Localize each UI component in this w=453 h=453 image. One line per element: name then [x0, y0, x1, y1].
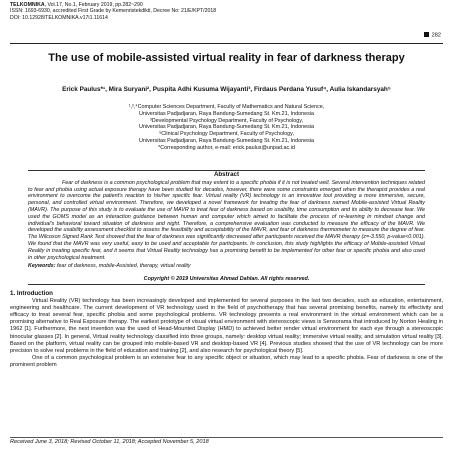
- page-number-text: 282: [431, 32, 441, 39]
- intro-paragraph: Virtual Reality (VR) technology has been increasingly developed and implemented for several purposes in the last two decades, such as education, entertainment, engineering and healthcare. The current development of VR technology used in the field of psychotherapy that has several promising benefits, namely its effectivity and efficacy to treat several fear, specific phobia and some psychological problems. VR technology presents a real environment in the virtual environment which can be a promising alternative to Real Exposure therapy. The earliest prototype of visual virtual environment with stereoscopic views is Sensorama that introduced by Norton Healing in 1962 [1]. Furthermore, the next invention was the used of Head-Mounted Display (HMD) to achieved better render virtual environment for each eye through a stereoscopic binocular glasses [2]. In general, Virtual reality technology classified into three groups, namely: desktop virtual reality; immersive virtual reality, and simulation virtual reality [3]. Based on the platform, virtual reality can be grouped into mobile-based VR and desktop-based VR [4]. Previous studies showed that the use of VR technology can be more precision to solve real problems in the field of education and training [2], and also research for psychological theory [5].: [10, 298, 443, 354]
- author-list: Erick Paulus*¹, Mira Suryani², Puspita Adhi Kusuma Wijayanti³, Firdaus Perdana Yusuf⁴, Aulia Iskandarsyah⁵: [62, 86, 391, 93]
- keywords-text: fear of darkness, mobile-Assisted, therapy, virtual reality: [55, 263, 191, 270]
- volume-line: , Vol.17, No.1, February 2019, pp.282~290: [44, 2, 143, 8]
- affiliation-line: Universitas Padjadjaran, Raya Bandung-Sumedang St. Km.21, Indonesia: [138, 110, 314, 117]
- affiliations: [10, 104, 443, 152]
- issn-line: ISSN: 1693-6930, accredited First Grade by Kemenristekdikti, Decree No: 21/E/KPT/2018: [10, 8, 217, 15]
- doi-line: DOI: 10.12928/TELKOMNIKA.v17i1.11614: [10, 14, 108, 21]
- corresponding-author: *Corresponding author, e-mail: erick.paulus@unpad.ac.id: [158, 144, 295, 151]
- abstract-bottom-rule: [28, 284, 425, 285]
- footer-divider: [10, 437, 443, 438]
- square-icon: [424, 32, 429, 37]
- journal-name: TELKOMNIKA: [10, 2, 45, 8]
- paper-title: The use of mobile-assisted virtual reality in fear of darkness therapy: [48, 52, 405, 64]
- introduction-section: [10, 290, 443, 369]
- page-number: [424, 32, 441, 39]
- affiliation-line: Universitas Padjadjaran, Raya Bandung-Sumedang St. Km.21, Indonesia: [138, 124, 314, 131]
- copyright-notice: Copyright © 2019 Universitas Ahmad Dahlan. All rights reserved.: [143, 276, 310, 283]
- received-dates: Received June 3, 2018; Revised October 11, 2018; Accepted November 5, 2018: [10, 439, 209, 445]
- affiliation-line: Universitas Padjadjaran, Raya Bandung-Sumedang St. Km.21, Indonesia: [138, 137, 314, 144]
- abstract-body: Fear of darkness is a common psychological problem that may extent to a specific phobia if it is not treated well. Several intervention techniques related to fear and phobia using actual exposure therapy have been studied for decades, however, there were some constraints emerged when the therapist provides a real environment to overcome the patient's reaction to his/her specific fear. Virtual reality (VR) technology is an innovative tool providing a more immersive, secure, personal, and controlled virtual environment. Therefore, we developed a novel framework for treating the fear of darkness named Mobile-assisted Virtual Reality (MAVR). The purpose of this study is to evaluate the use of MAVR to treat fear of darkness based on usability, time consumption and its ability to decrease fear. We used the GOMS model as an interaction guidance between human and computer which aimed to facilitate the process of re-learning in mindset change and individual's behavioral toward situation of darkness and night. Therefore, a comprehensive evaluation was conducted to measure the efficacy of the MAVR. We developed the usability assessment checklist to assess the feasibility and acceptability of the MAVR, and fear of darkness thermometer to measure the degree of fear. The Wilcoxon Signed Rank Test showed that the fear of darkness was significantly decreased after participants received the MAVR therapy (z=-3.550, p-value<0.001). We found that the MAVR was very useful, easy to be used and acceptable for participants. In conclusion, this study highlights the efficacy of Mobile-assisted Virtual Reality in treating specific fear, and it seems that Virtual Reality technology has a promising benefit to be implemented for other fear or specific phobia and also used in other psychological treatment.: [28, 179, 425, 261]
- affiliation-line: ¹,²,⁴Computer Sciences Department, Faculty of Mathematics and Natural Science,: [128, 104, 325, 110]
- keywords: [28, 263, 425, 270]
- header-divider: [10, 43, 443, 44]
- section-heading: 1. Introduction: [10, 290, 53, 297]
- journal-header: [10, 2, 443, 21]
- abstract-section: [28, 172, 425, 283]
- keywords-label: Keywords:: [28, 263, 56, 270]
- abstract-heading: Abstract: [213, 171, 240, 178]
- affiliation-line: ⁵Clinical Psychology Department, Faculty of Psychology,: [159, 131, 294, 138]
- intro-paragraph: One of a common psychological problem is an extensive fear to any specific object or situation, which may lead to a specific phobia. Fear of darkness is one of the prominent problem: [10, 354, 443, 368]
- paper-page: [10, 0, 443, 453]
- affiliation-line: ³Developmental Psychology Department, Faculty of Psychology,: [149, 117, 303, 124]
